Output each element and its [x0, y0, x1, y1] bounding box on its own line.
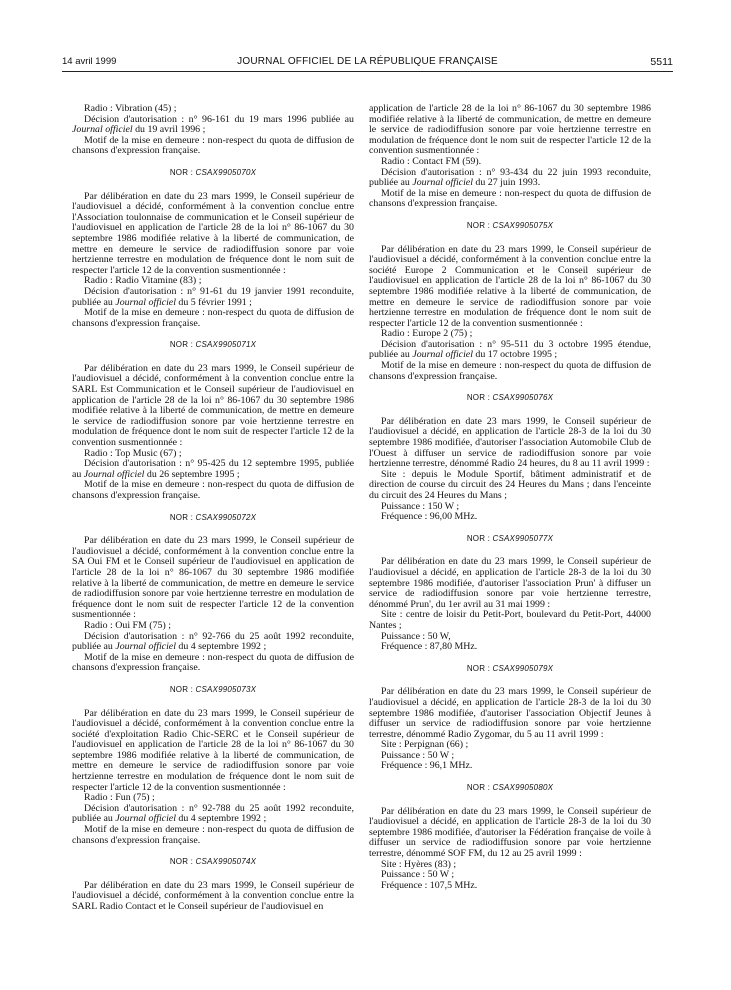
motif-line: Motif de la mise en demeure : non-respect du quota de diffusion de chansons d'expression française.: [72, 479, 354, 501]
page-number: 5511: [650, 56, 673, 68]
nor-reference: NOR : CSAX9905076X: [466, 393, 554, 403]
nor-reference: NOR : CSAX9905073X: [169, 684, 257, 694]
motif-line: Motif de la mise en demeure : non-respect du quota de diffusion de chansons d'expression française.: [72, 824, 354, 846]
deliberation-paragraph: Par délibération en date du 23 mars 1999, le Conseil supérieur de l'audiovisuel a décidé, conformément à la convention conclue entre la SARL Radio Contact et le Conseil supérieur de l'audiovisuel en: [72, 879, 354, 912]
radio-line: Radio : Top Music (67) ;: [84, 447, 182, 459]
frequency-line: Fréquence : 87,80 MHz.: [381, 641, 478, 653]
decision-line: Décision d'autorisation : n° 95-425 du 12 septembre 1995, publiée au Journal officiel du 26 septembre 1995 ;: [72, 458, 354, 480]
site-line: Site : depuis le Module Sportif, bâtiment administratif et de direction de course du circuit des 24 Heures du Mans ; dans l'enceinte du circuit des 24 Heures du Mans ;: [369, 468, 651, 501]
decision-line: Décision d'autorisation : n° 91-61 du 19 janvier 1991 reconduite, publiée au Journal officiel du 5 février 1991 ;: [72, 285, 354, 308]
journal-title: JOURNAL OFFICIEL DE LA RÉPUBLIQUE FRANÇAISE: [237, 56, 498, 67]
notice-block: [369, 393, 651, 523]
header-rule: [62, 71, 673, 72]
nor-reference: NOR : CSAX9905074X: [169, 857, 257, 867]
header-date: 14 avril 1999: [62, 56, 117, 67]
deliberation-paragraph: Par délibération en date du 23 mars 1999, le Conseil supérieur de l'audiovisuel a décidé, conformément à la convention conclue entre la SARL Est Communication et le Conseil supérieur de l'audiovisuel en application de l'article 28 de la loi n° 86-1067 du 30 septembre 1986 modifiée relative à la liberté de communication, de mettre en demeure le service de radiodiffusion sonore par voie hertzienne terrestre en modulation de fréquence dont le nom suit de respecter l'article 12 de la convention susmentionnée :: [72, 362, 354, 449]
radio-line: Radio : Radio Vitamine (83) ;: [84, 275, 202, 287]
deliberation-paragraph: Par délibération en date 23 mars 1999, le Conseil supérieur de l'audiovisuel a décidé, en application de l'article 28-3 de la loi du 30 septembre 1986 modifiée, d'autoriser l'association Automobile Club de l'Ouest à diffuser un service de radiodiffusion sonore par voie hertzienne terrestre, dénommé Radio 24 heures, du 8 au 11 avril 1999 :: [369, 415, 651, 470]
deliberation-paragraph: Par délibération en date du 23 mars 1999, le Conseil supérieur de l'audiovisuel a décidé, conformément à la convention conclue entre la SA Oui FM et le Conseil supérieur de l'audiovisuel en application de l'article 28 de la loi n° 86-1067 du 30 septembre 1986 modifiée relative à la liberté de communication, de mettre en demeure le service de radiodiffusion sonore par voie hertzienne terrestre en modulation de fréquence dont le nom suit de respecter l'article 12 de la convention susmentionnée :: [72, 535, 354, 621]
decision-line: Décision d'autorisation : n° 95-511 du 3 octobre 1995 étendue, publiée au Journal officiel du 17 octobre 1995 ;: [369, 338, 651, 361]
notice-block: [369, 664, 651, 772]
decision-line: Décision d'autorisation : n° 92-766 du 25 août 1992 reconduite, publiée au Journal officiel du 4 septembre 1992 ;: [72, 630, 354, 653]
radio-line: Radio : Europe 2 (75) ;: [381, 328, 473, 340]
nor-reference: NOR : CSAX9905071X: [169, 340, 257, 350]
motif-line: Motif de la mise en demeure : non-respect du quota de diffusion de chansons d'expression française.: [369, 360, 651, 382]
deliberation-paragraph: Par délibération en date du 23 mars 1999, le Conseil supérieur de l'audiovisuel a décidé, en application de l'article 28-3 de la loi du 30 septembre 1986 modifiée, d'autoriser l'association Objectif Jeunes à diffuser un service de radiodiffusion sonore par voie hertzienne terrestre, dénommé Radio Zygomar, du 5 au 11 avril 1999 :: [369, 686, 651, 740]
right-column: [369, 104, 651, 891]
deliberation-paragraph: Par délibération en date du 23 mars 1999, le Conseil supérieur de l'audiovisuel a décidé, en application de l'article 28-3 de la loi du 30 septembre 1986 modifiée, d'autoriser l'association Prun' à diffuser un service de radiodiffusion sonore par voie hertzienne terrestre, dénommé Prun', du 1er avril au 31 mai 1999 :: [369, 556, 651, 610]
nor-reference: NOR : CSAX9905080X: [466, 783, 554, 793]
radio-line: Radio : Vibration (45) ;: [84, 103, 177, 114]
motif-line: Motif de la mise en demeure : non-respect du quota de diffusion de chansons d'expression française.: [72, 651, 354, 674]
nor-reference: NOR : CSAX9905077X: [466, 533, 554, 543]
decision-line: Décision d'autorisation : n° 92-788 du 25 août 1992 reconduite, publiée au Journal officiel du 4 septembre 1992 ;: [72, 802, 354, 825]
deliberation-continuation: application de l'article 28 de la loi n° 86-1067 du 30 septembre 1986 modifiée relative à la liberté de communication, de mettre en demeure le service de radiodiffusion sonore par voie hertzienne terrestre en modulation de fréquence dont le nom suit de respecter l'article 12 de la convention susmentionnée :: [369, 103, 651, 157]
radio-line: Radio : Fun (75) ;: [84, 792, 155, 804]
deliberation-paragraph: Par délibération en date du 23 mars 1999, le Conseil supérieur de l'audiovisuel a décidé, en application de l'article 28-3 de la loi du 30 septembre 1986 modifiée, d'autoriser la Fédération française de voile à diffuser un service de radiodiffusion sonore par voie hertzienne terrestre, dénommé SOF FM, du 12 au 25 avril 1999 :: [369, 805, 651, 860]
deliberation-paragraph: Par délibération en date du 23 mars 1999, le Conseil supérieur de l'audiovisuel a décidé, conformément à la convention conclue entre l'Association toulonnaise de communication et le Conseil supérieur de l'audiovisuel en application de l'article 28 de la loi n° 86-1067 du 30 septembre 1986 modifiée relative à la liberté de communication, de mettre en demeure le service de radiodiffusion sonore par voie hertzienne terrestre en modulation de fréquence dont le nom suit de respecter l'article 12 de la convention susmentionnée :: [72, 190, 354, 276]
radio-line: Radio : Oui FM (75) ;: [84, 619, 171, 631]
notice-block: [72, 857, 354, 912]
deliberation-paragraph: Par délibération en date du 23 mars 1999, le Conseil supérieur de l'audiovisuel a décidé, conformément à la convention conclue entre la société d'exploitation Radio Chic-SERC et le Conseil supérieur de l'audiovisuel en application de l'article 28 de la loi n° 86-1067 du 30 septembre 1986 modifiée relative à la liberté de communication, de mettre en demeure le service de radiodiffusion sonore par voie hertzienne terrestre en modulation de fréquence dont le nom suit de respecter l'article 12 de la convention susmentionnée :: [72, 707, 354, 793]
deliberation-paragraph: Par délibération en date du 23 mars 1999, le Conseil supérieur de l'audiovisuel a décidé, conformément à la convention conclue entre la société Europe 2 Communication et le Conseil supérieur de l'audiovisuel en application de l'article 28 de la loi n° 86-1067 du 30 septembre 1986 modifiée relative à la liberté de communication, de mettre en demeure le service de radiodiffusion sonore par voie hertzienne terrestre en modulation de fréquence dont le nom suit de respecter l'article 12 de la convention susmentionnée :: [369, 243, 651, 329]
site-line: Site : Hyères (83) ;: [381, 858, 457, 870]
motif-line: Motif de la mise en demeure : non-respect du quota de diffusion de chansons d'expression française.: [72, 134, 354, 157]
notice-block: [369, 221, 651, 382]
notice-block: [72, 168, 354, 329]
notice-block: [72, 104, 354, 157]
nor-reference: NOR : CSAX9905072X: [169, 512, 257, 522]
radio-line: Radio : Contact FM (59).: [381, 155, 482, 167]
power-line: Puissance : 50 W ;: [381, 869, 455, 881]
nor-reference: NOR : CSAX9905079X: [466, 663, 554, 673]
frequency-line: Fréquence : 96,1 MHz.: [381, 760, 473, 772]
power-line: Puissance : 50 W,: [381, 630, 451, 642]
notice-block: [72, 513, 354, 674]
notice-block: [369, 534, 651, 653]
motif-line: Motif de la mise en demeure : non-respect du quota de diffusion de chansons d'expression française.: [369, 187, 651, 210]
nor-reference: NOR : CSAX9905075X: [466, 220, 554, 230]
motif-line: Motif de la mise en demeure : non-respect du quota de diffusion de chansons d'expression française.: [72, 307, 354, 329]
frequency-line: Fréquence : 96,00 MHz.: [381, 511, 478, 523]
decision-line: Décision d'autorisation : n° 96-161 du 19 mars 1996 publiée au Journal officiel du 19 avril 1996 ;: [72, 113, 354, 136]
nor-reference: NOR : CSAX9905070X: [169, 167, 257, 177]
notice-block: [72, 340, 354, 501]
frequency-line: Fréquence : 107,5 MHz.: [381, 879, 478, 891]
power-line: Puissance : 50 W ;: [381, 749, 455, 761]
notice-block: [72, 685, 354, 846]
power-line: Puissance : 150 W ;: [381, 500, 460, 512]
notice-block: [369, 104, 651, 210]
notice-block: [369, 783, 651, 891]
site-line: Site : Perpignan (66) ;: [381, 739, 469, 751]
page-header: [62, 56, 673, 70]
site-line: Site : centre de loisir du Petit-Port, boulevard du Petit-Port, 44000 Nantes ;: [369, 609, 651, 631]
left-column: [72, 104, 354, 913]
decision-line: Décision d'autorisation : n° 93-434 du 22 juin 1993 reconduite, publiée au Journal officiel du 27 juin 1993.: [369, 166, 651, 189]
